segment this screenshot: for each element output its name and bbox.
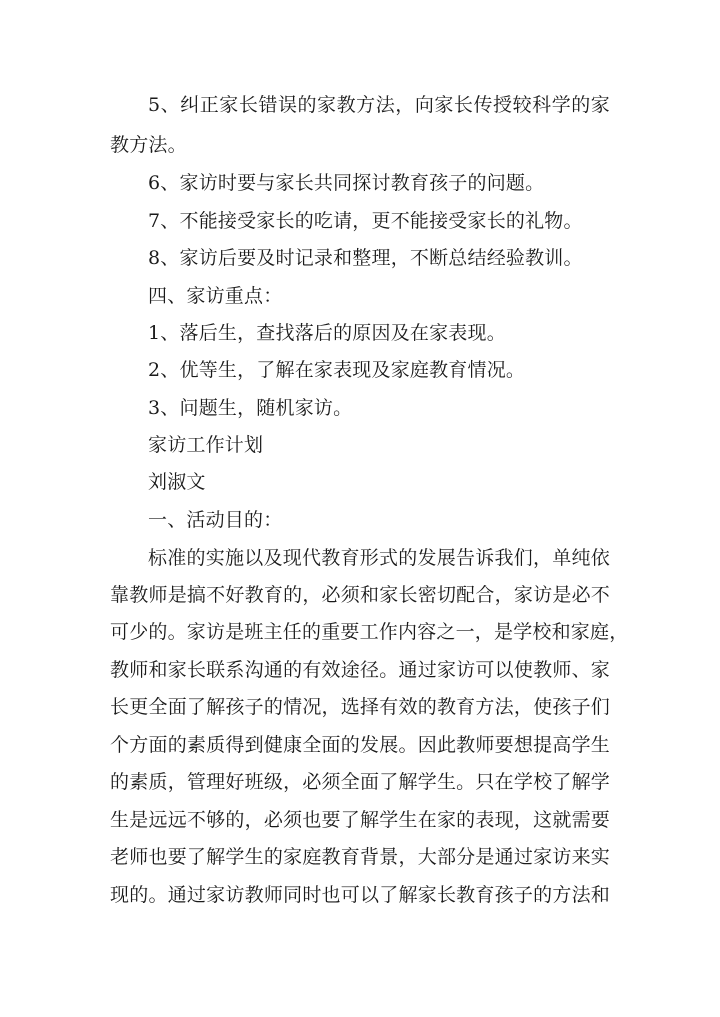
author-name: 刘淑文	[148, 471, 206, 493]
paragraph-line: 7、不能接受家长的吃请，更不能接受家长的礼物。	[148, 210, 583, 232]
section-heading: 四、家访重点：	[148, 285, 283, 307]
paragraph-line: 靠教师是搞不好教育的，必须和家长密切配合，家访是必不	[110, 584, 610, 606]
paragraph-line: 2、优等生，了解在家表现及家庭教育情况。	[148, 359, 526, 381]
paragraph-line: 长更全面了解孩子的情况，选择有效的教育方法，使孩子们	[110, 696, 610, 718]
paragraph-line: 现的。通过家访教师同时也可以了解家长教育孩子的方法和	[110, 884, 610, 906]
paragraph-line: 6、家访时要与家长共同探讨教育孩子的问题。	[148, 172, 545, 194]
paragraph-line: 老师也要了解学生的家庭教育背景，大部分是通过家访来实	[110, 846, 610, 868]
paragraph-line: 3、问题生，随机家访。	[148, 397, 353, 419]
section-heading: 一、活动目的：	[148, 509, 283, 531]
paragraph-line: 生是远远不够的，必须也要了解学生在家的表现，这就需要	[110, 809, 610, 831]
paragraph-line: 1、落后生，查找落后的原因及在家表现。	[148, 322, 506, 344]
paragraph-line: 教师和家长联系沟通的有效途径。通过家访可以使教师、家	[110, 659, 610, 681]
paragraph-line: 个方面的素质得到健康全面的发展。因此教师要想提高学生	[110, 734, 610, 756]
paragraph-line: 的素质，管理好班级，必须全面了解学生。只在学校了解学	[110, 771, 610, 793]
paragraph-line: 教方法。	[110, 134, 187, 156]
paragraph-line: 8、家访后要及时记录和整理，不断总结经验教训。	[148, 247, 583, 269]
paragraph-line: 可少的。家访是班主任的重要工作内容之一，是学校和家庭，	[110, 621, 629, 643]
document-title: 家访工作计划	[148, 434, 264, 456]
paragraph-line: 标准的实施以及现代教育形式的发展告诉我们，单纯依	[148, 547, 610, 569]
paragraph-line: 5、纠正家长错误的家教方法，向家长传授较科学的家	[148, 94, 610, 116]
